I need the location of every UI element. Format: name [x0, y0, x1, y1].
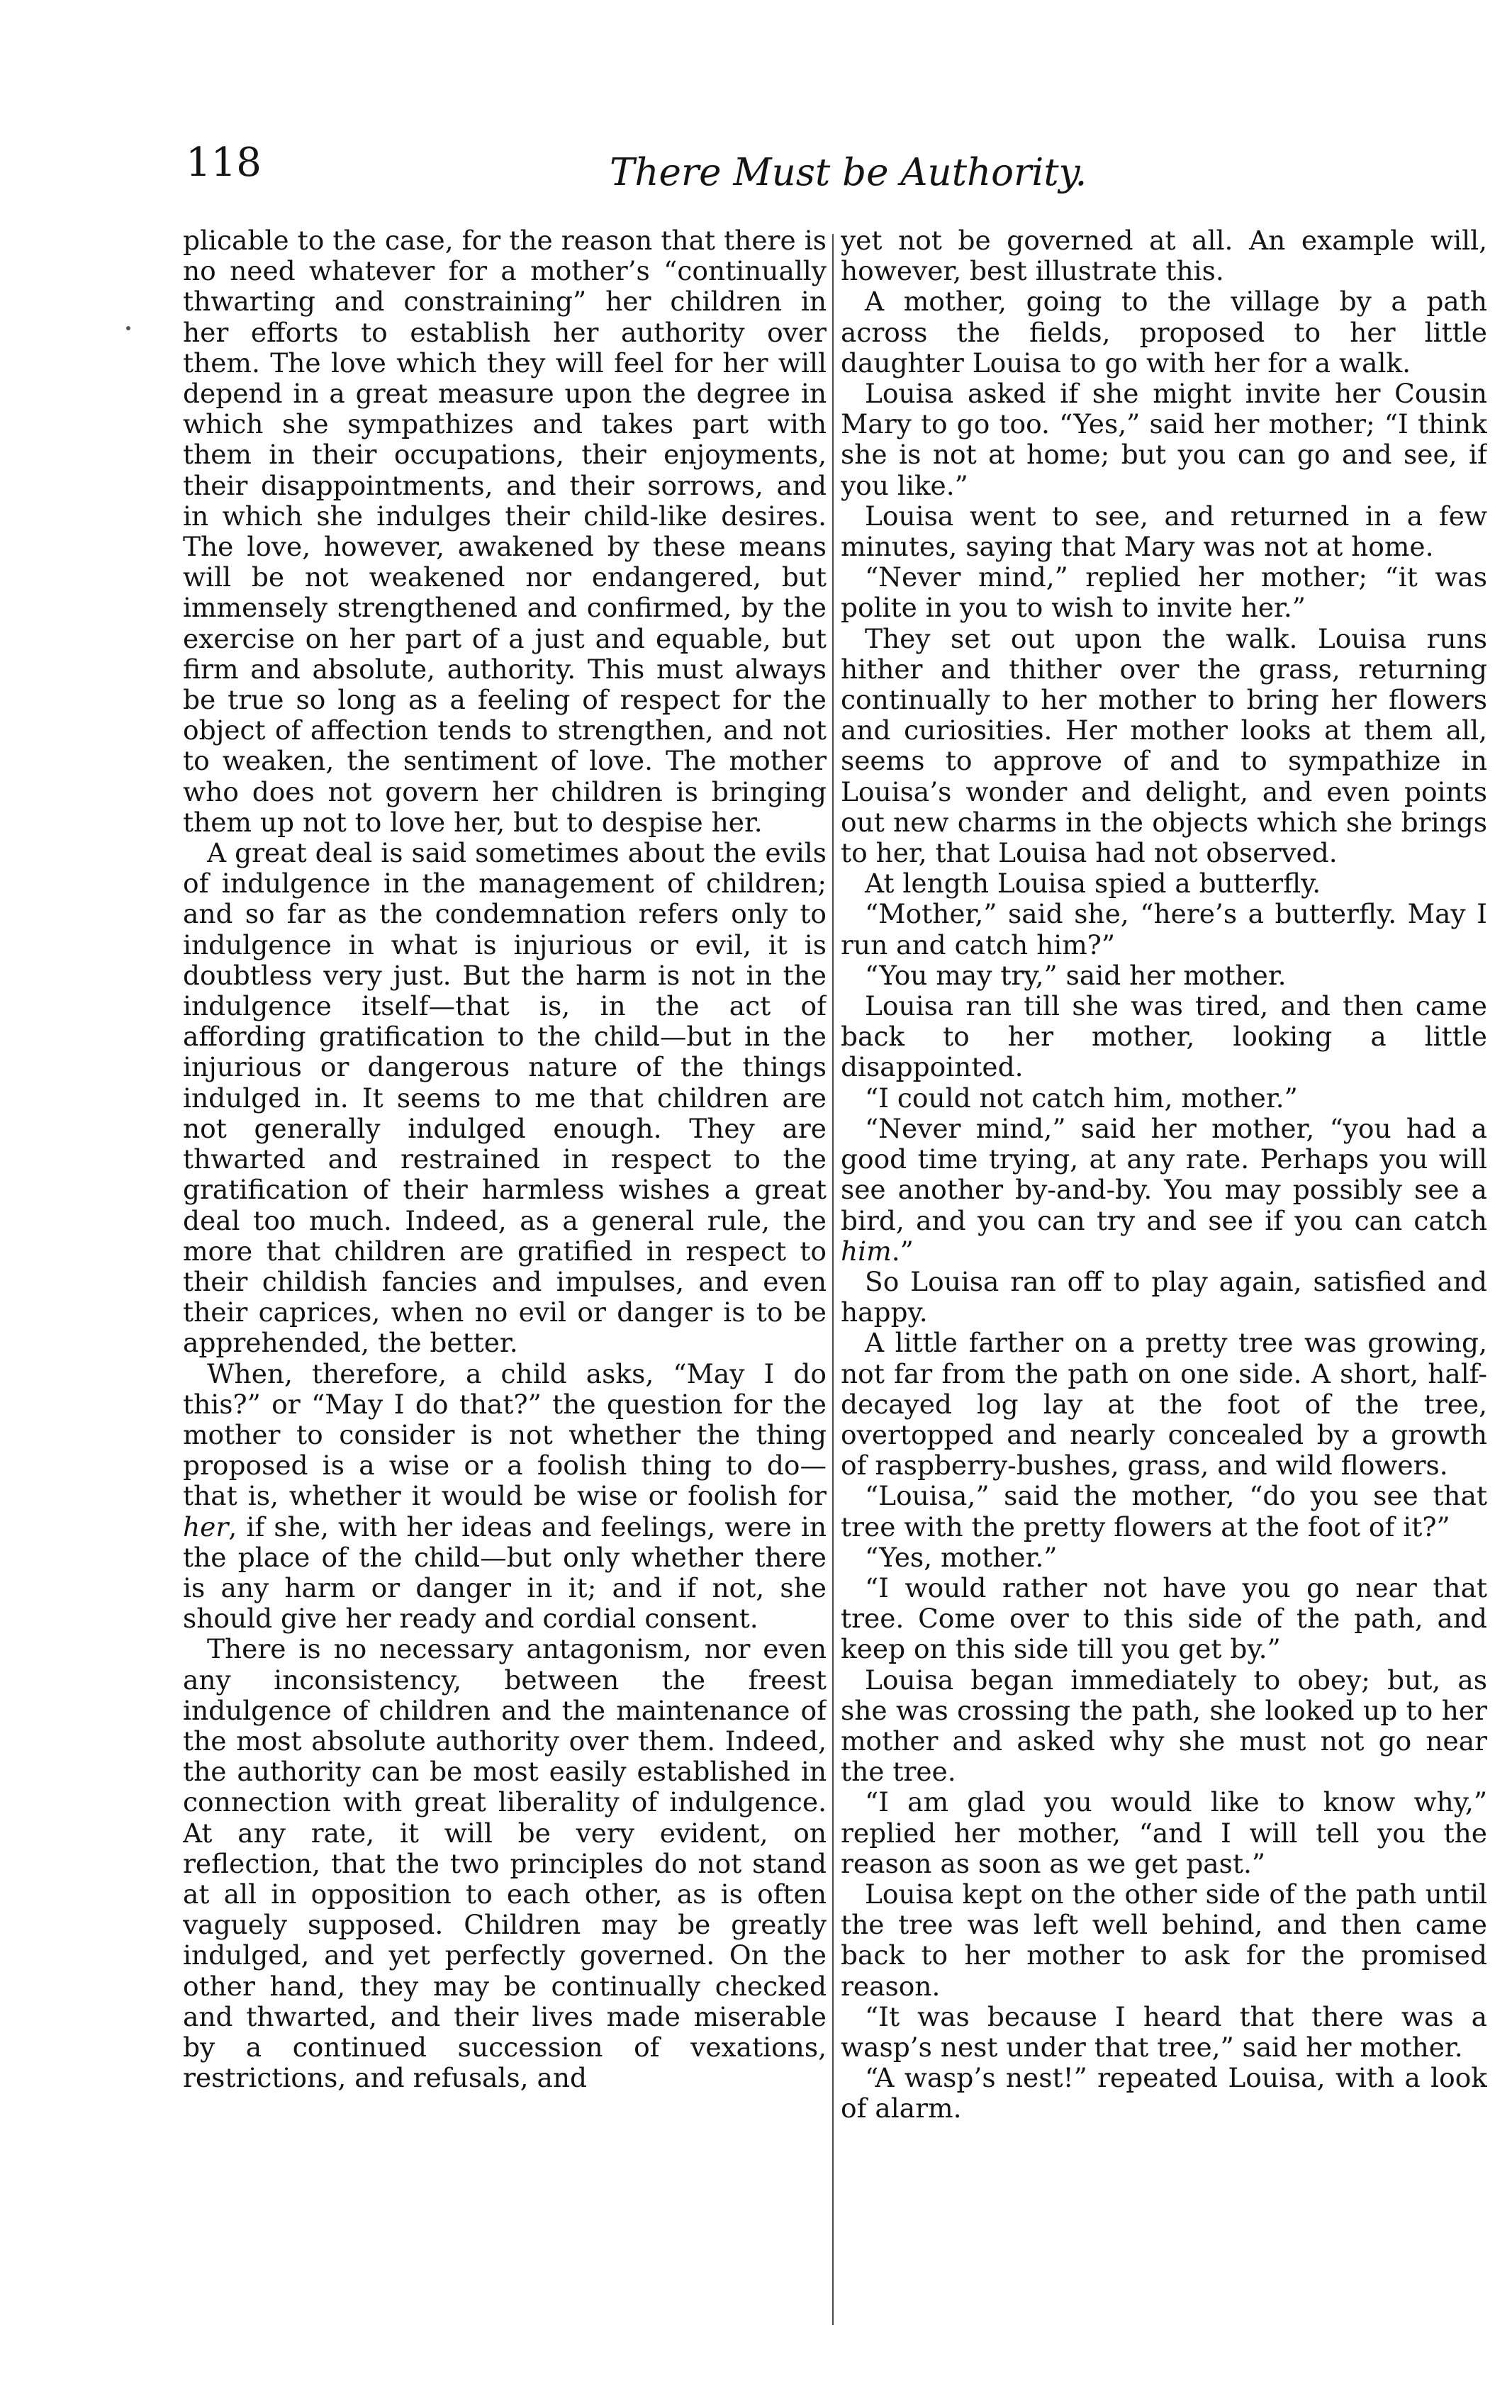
paragraph: Louisa began immediately to obey; but, as she was crossing the path, she looked up to her mother and asked why she must not go near the tree.: [841, 1664, 1487, 1788]
paragraph: plicable to the case, for the reason that there is no need whatever for a mother’s “continually thwarting and constraining” her children in her efforts to establish her authority over them. The love which they will feel for her will depend in a great measure upon the degree in which she sympathizes and takes part with them in their occupations, their enjoyments, their disappointments, and their sorrows, and in which she indulges their child-like desires. The love, however, awakened by these means will be not weakened nor endangered, but immensely strengthened and confirmed, by the exercise on her part of a just and equable, but firm and absolute, authority. This must always be true so long as a feeling of respect for the object of affection tends to strengthen, and not to weaken, the sentiment of love. The mother who does not govern her children is bringing them up not to love her, but to despise her.: [183, 225, 827, 838]
emphasis: her: [183, 1511, 229, 1542]
emphasis: him: [841, 1235, 892, 1267]
paragraph: So Louisa ran off to play again, satisfied and happy.: [841, 1265, 1487, 1328]
paragraph: “I would rather not have you go near that tree. Come over to this side of the path, and keep on this side till you get by.”: [841, 1572, 1487, 1665]
paragraph: “Louisa,” said the mother, “do you see that tree with the pretty flowers at the foot of it?”: [841, 1480, 1487, 1542]
paragraph: “I could not catch him, mother.”: [865, 1082, 1298, 1114]
paragraph: “It was because I heard that there was a wasp’s nest under that tree,” said her mother.: [841, 2000, 1487, 2063]
paragraph-text: “Never mind,” said her mother, “you had a good time trying, at any rate. Perhaps you will see another by-and-by. You may possibly see a bird, and you can try and see if you can catch: [841, 1112, 1487, 1236]
paragraph: Louisa ran till she was tired, and then came back to her mother, looking a little disappointed.: [841, 990, 1487, 1083]
margin-mark: [126, 326, 130, 330]
paragraph-text: .”: [891, 1235, 914, 1267]
paragraph: A mother, going to the village by a path across the fields, proposed to her little daughter Louisa to go with her for a walk.: [841, 286, 1487, 379]
paragraph: There is no necessary antagonism, nor even any inconsistency, between the freest indulgence of children and the maintenance of the most absolute authority over them. Indeed, the authority can be most easily established in connection with great liberality of indulgence. At any rate, it will be very evident, on reflection, that the two principles do not stand at all in opposition to each other, as is often vaguely supposed. Children may be greatly indulged, and yet perfectly governed. On the other hand, they may be continually checked and thwarted, and their lives made miserable by a continued succession of vexations, restrictions, and refusals, and: [183, 1633, 827, 2094]
paragraph-text: When, therefore, a child asks, “May I do this?” or “May I do that?” the question for the mother to consider is not whether the thing proposed is a wise or a foolish thing to do—that is, whether it would be wise or foolish for: [183, 1357, 827, 1512]
paragraph: Louisa kept on the other side of the path until the tree was left well behind, and then came back to her mother to ask for the promised reason.: [841, 1878, 1487, 2002]
paragraph: [841, 1114, 1487, 1267]
paragraph: They set out upon the walk. Louisa runs hither and thither over the grass, returning continually to her mother to bring her flowers and curiosities. Her mother looks at them all, seems to approve of and to sympathize in Louisa’s wonder and delight, and even points out new charms in the objects which she brings to her, that Louisa had not observed.: [841, 622, 1487, 869]
paragraph: “Never mind,” replied her mother; “it was polite in you to wish to invite her.”: [841, 561, 1487, 624]
paragraph: “A wasp’s nest!” repeated Louisa, with a look of alarm.: [841, 2062, 1487, 2124]
paragraph: “I am glad you would like to know why,” replied her mother, “and I will tell you the reason as soon as we get past.”: [841, 1786, 1487, 1879]
paragraph: A great deal is said sometimes about the evils of indulgence in the management of children; and so far as the condemnation refers only to indulgence in what is injurious or evil, it is doubtless very just. But the harm is not in the indulgence itself—that is, in the act of affording gratification to the child—but in the injurious or dangerous nature of the things indulged in. It seems to me that children are not generally indulged enough. They are thwarted and restrained in respect to the gratification of their harmless wishes a great deal too much. Indeed, as a general rule, the more that children are gratified in respect to their childish fancies and impulses, and even their caprices, when no evil or danger is to be apprehended, the better.: [183, 837, 827, 1359]
column-rule: [832, 234, 834, 2325]
paragraph: Louisa went to see, and returned in a few minutes, saying that Mary was not at home.: [841, 500, 1487, 563]
left-column: [183, 225, 827, 2339]
paragraph: “Mother,” said she, “here’s a butterfly. May I run and catch him?”: [841, 898, 1487, 961]
right-column: [841, 225, 1487, 2339]
page-number: 118: [186, 140, 262, 186]
running-head: There Must be Authority.: [610, 151, 1087, 194]
paragraph: At length Louisa spied a butterfly.: [865, 868, 1321, 900]
paragraph-text: , if she, with her ideas and feelings, were in the place of the child—but only whether there is any harm or danger in it; and if not, she should give her ready and cordial consent.: [183, 1511, 827, 1635]
paragraph: “Yes, mother.”: [865, 1541, 1058, 1573]
paragraph: yet not be governed at all. An example will, however, best illustrate this.: [841, 225, 1487, 287]
paragraph: [183, 1359, 827, 1635]
paragraph: A little farther on a pretty tree was growing, not far from the path on one side. A short, half-decayed log lay at the foot of the tree, overtopped and nearly concealed by a growth of raspberry-bushes, grass, and wild flowers.: [841, 1327, 1487, 1482]
paragraph: “You may try,” said her mother.: [865, 959, 1287, 991]
paragraph: Louisa asked if she might invite her Cousin Mary to go too. “Yes,” said her mother; “I think she is not at home; but you can go and see, if you like.”: [841, 378, 1487, 501]
